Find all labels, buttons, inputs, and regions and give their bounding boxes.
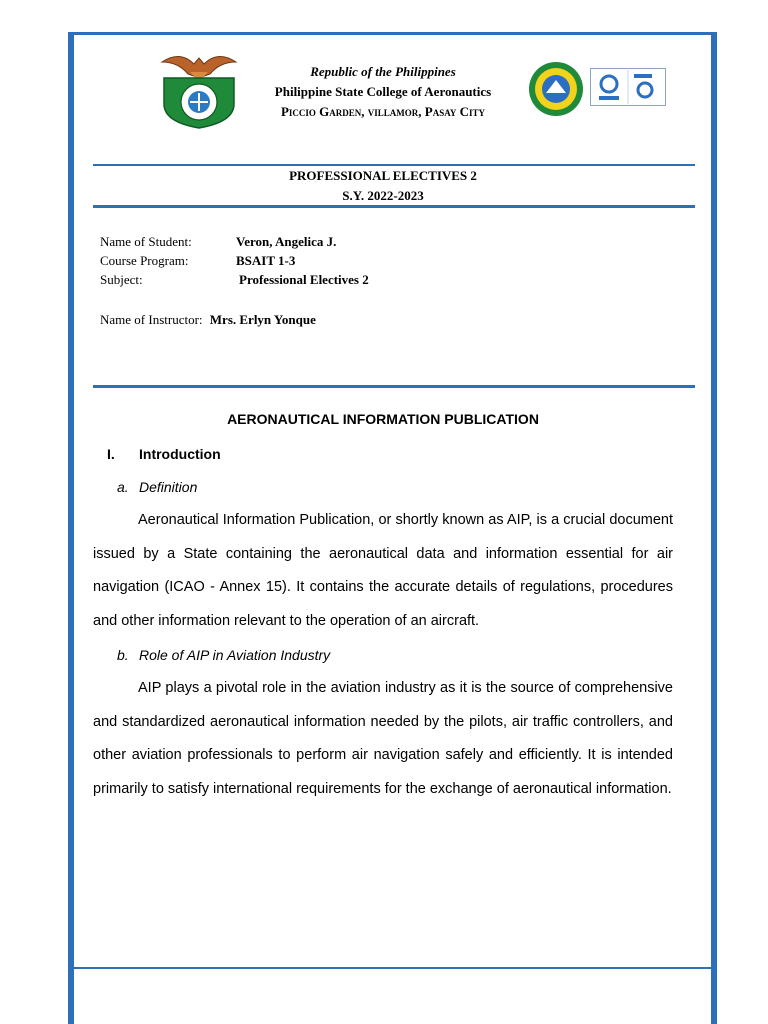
instructor-value: Mrs. Erlyn Yonque [209, 312, 316, 327]
document-title: AERONAUTICAL INFORMATION PUBLICATION [227, 411, 539, 427]
instructor-row [100, 310, 316, 329]
page-frame-top [68, 32, 717, 35]
subsection-b-title: Role of AIP in Aviation Industry [139, 647, 331, 663]
student-info [100, 232, 369, 289]
info-divider [93, 385, 695, 388]
header-republic: Republic of the Philippines [310, 64, 456, 79]
section-number: I. [107, 446, 115, 462]
subsection-a-label: a. [117, 479, 129, 495]
page-frame-right [711, 32, 717, 1024]
definition-paragraph [93, 504, 673, 638]
student-row [100, 232, 369, 251]
subject-value: Professional Electives 2 [239, 272, 369, 287]
round-seal-icon [526, 60, 586, 118]
title-divider [93, 205, 695, 208]
section-title: Introduction [139, 446, 221, 462]
student-value: Veron, Angelica J. [236, 234, 337, 249]
college-seal-eagle-icon [160, 48, 238, 130]
subsection-b-label: b. [117, 647, 129, 663]
role-paragraph [93, 672, 673, 806]
course-title-block [93, 166, 673, 206]
instructor-label: Name of Instructor: [100, 312, 203, 327]
program-row [100, 251, 369, 270]
program-label: Course Program: [100, 253, 189, 268]
definition-text: Aeronautical Information Publication, or shortly known as AIP, is a crucial document issued by a State containing the aeronautical data and information essential for air navigation (ICAO - Annex 15). It contains the accurate details of regulations, procedures and other information relevant to the operation of an aircraft. [93, 512, 673, 629]
course-title: PROFESSIONAL ELECTIVES 2 [289, 168, 477, 183]
student-label: Name of Student: [100, 234, 192, 249]
subsection-a-title: Definition [139, 479, 198, 495]
header-college: Philippine State College of Aeronautics [274, 84, 492, 99]
page-frame-bottom [74, 967, 711, 969]
school-year: S.Y. 2022-2023 [342, 188, 424, 203]
institution-header [236, 62, 530, 122]
header-address: Piccio Garden, villamor, Pasay City [280, 104, 486, 119]
accreditation-badge-icon [590, 68, 666, 106]
program-value: BSAIT 1-3 [236, 253, 296, 268]
role-text: AIP plays a pivotal role in the aviation industry as it is the source of comprehensive and standardized aeronautical information needed by the pilots, air traffic controllers, and other aviation professionals to perform air navigation safely and efficiently. It is intended primarily to satisfy international requirements for the exchange of aeronautical information. [93, 680, 673, 797]
subject-row [100, 270, 369, 289]
subject-label: Subject: [100, 272, 143, 287]
page-frame-left [68, 32, 74, 1024]
